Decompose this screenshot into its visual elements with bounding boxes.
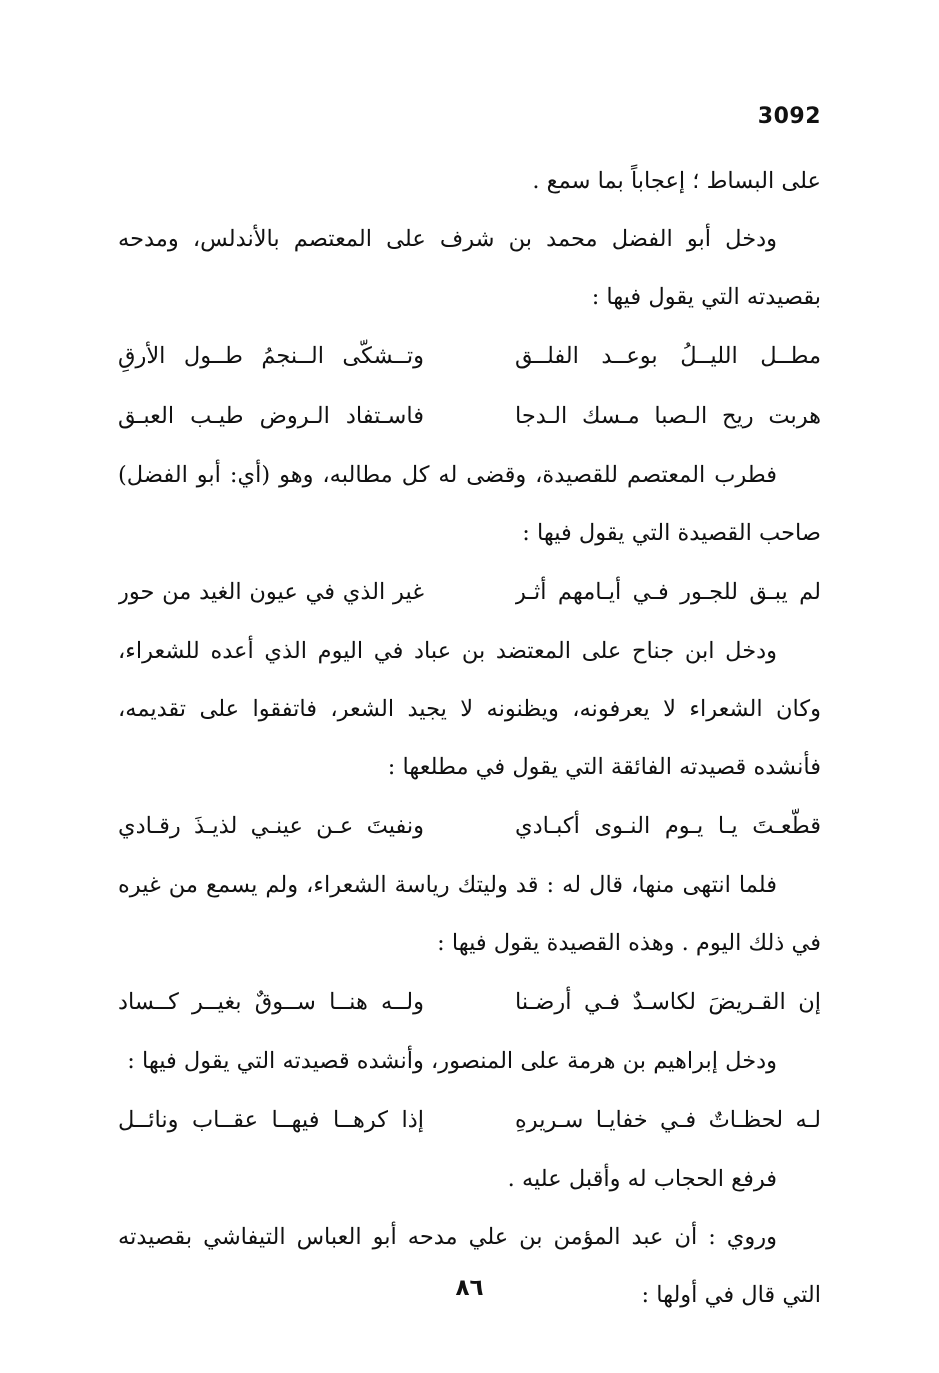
- verse-line-2: [118, 386, 821, 446]
- page-body: [118, 152, 821, 1324]
- verse-6-first-hemistich: لـه لحظـاتٌ فـي خفايـا سـريرهِ: [515, 1107, 821, 1133]
- verse-line-1: [118, 326, 821, 386]
- paragraph-tifashi: وروي : أن عبد المؤمن بن علي مدحه أبو العباس التيفاشي بقصيدته التي قال في أولها :: [118, 1224, 821, 1308]
- verse-line-5: [118, 972, 821, 1032]
- verse-line-4: [118, 796, 821, 856]
- page-id: 3092: [757, 104, 821, 129]
- verse-2-first-hemistich: هربت ريح الـصبا مـسك الـدجا: [515, 403, 821, 429]
- verse-line-6: [118, 1090, 821, 1150]
- verse-2-second-hemistich: فاسـتفاد الـروض طيـب العبـق: [118, 403, 424, 429]
- verse-5-second-hemistich: ولــه هنــا ســوقٌ بغيــر كــساد: [118, 989, 424, 1015]
- paragraph-ibn-sharaf: ودخل أبو الفضل محمد بن شرف على المعتصم بالأندلس، ومدحه بقصيدته التي يقول فيها :: [118, 226, 821, 310]
- verse-4-first-hemistich: قطّعـتَ يـا يـوم النـوى أكبـادي: [515, 813, 821, 839]
- paragraph-mutasim-reaction: فطرب المعتصم للقصيدة، وقضى له كل مطالبه، وهو (أي: أبو الفضل) صاحب القصيدة التي يقول فيها :: [118, 462, 821, 546]
- verse-line-3: [118, 562, 821, 622]
- paragraph-continuation: على البساط ؛ إعجاباً بما سمع .: [532, 168, 821, 194]
- paragraph-ibn-harma: ودخل إبراهيم بن هرمة على المنصور، وأنشده قصيدته التي يقول فيها :: [127, 1048, 777, 1074]
- paragraph-veil-lifted: فرفع الحجاب له وأقبل عليه .: [507, 1166, 777, 1192]
- verse-1-first-hemistich: مطــل الليــلُ بوعــد الفلــق: [515, 343, 821, 369]
- paragraph-leadership-of-poets: فلما انتهى منها، قال له : قد وليتك رياسة الشعراء، ولم يسمع من غيره في ذلك اليوم . وهذه القصيدة يقول فيها :: [118, 872, 821, 956]
- verse-5-first-hemistich: إن القـريضَ لكاسـدٌ فـي أرضـنا: [515, 989, 821, 1015]
- verse-3-second-hemistich: غير الذي في عيون الغيد من حور: [118, 579, 424, 605]
- verse-3-first-hemistich: لم يبـق للجـور فـي أيـامهم أثـر: [515, 579, 821, 605]
- verse-1-second-hemistich: وتــشكّى الــنجمُ طــول الأرقِ: [118, 343, 424, 369]
- verse-6-second-hemistich: إذا كرهــا فيهــا عقــاب ونائــل: [118, 1107, 424, 1133]
- page-number: ٨٦: [455, 1275, 484, 1301]
- paragraph-ibn-jinah: ودخل ابن جناح على المعتضد بن عباد في اليوم الذي أعده للشعراء، وكان الشعراء لا يعرفونه، ويظنونه لا يجيد الشعر، فاتفقوا على تقديمه، فأنشده قصيدته الفائقة التي يقول في مطلعها :: [118, 638, 821, 780]
- verse-4-second-hemistich: ونفيتَ عـن عينـي لذيـذَ رقـادي: [118, 813, 424, 839]
